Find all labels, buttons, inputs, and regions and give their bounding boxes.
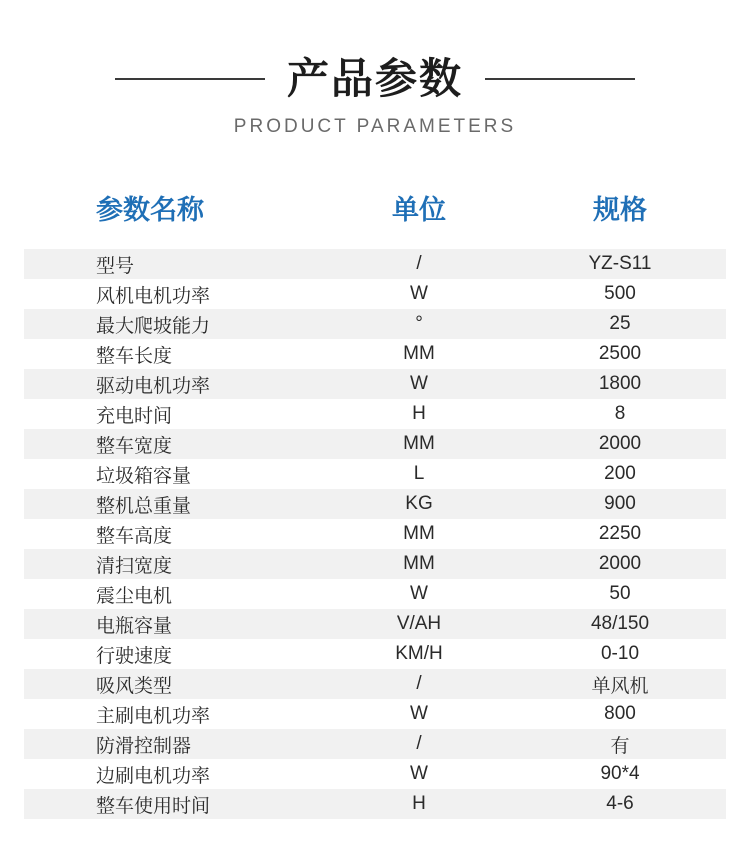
cell-parameter-name: 清扫宽度 — [96, 555, 173, 577]
table-row — [24, 519, 726, 549]
cell-spec: 有 — [610, 735, 630, 757]
table-header — [24, 182, 726, 249]
cell-spec: 2250 — [598, 523, 642, 545]
table-row — [24, 279, 726, 309]
page-header — [0, 0, 750, 138]
table-row — [24, 789, 726, 819]
cell-unit: MM — [403, 433, 435, 455]
table-row — [24, 249, 726, 279]
cell-unit: / — [416, 673, 422, 695]
cell-parameter-name: 整车宽度 — [96, 435, 173, 457]
cell-spec: 4-6 — [606, 793, 634, 815]
table-row — [24, 399, 726, 429]
cell-spec: 800 — [604, 703, 636, 725]
cell-spec: 25 — [609, 313, 631, 335]
cell-parameter-name: 主刷电机功率 — [96, 705, 211, 727]
cell-parameter-name: 整机总重量 — [96, 495, 192, 517]
cell-spec: 8 — [614, 403, 626, 425]
table-row — [24, 489, 726, 519]
cell-spec: 500 — [604, 283, 636, 305]
table-row — [24, 549, 726, 579]
cell-parameter-name: 整车高度 — [96, 525, 173, 547]
cell-spec: 200 — [604, 463, 636, 485]
cell-unit: H — [412, 403, 426, 425]
cell-unit: W — [410, 373, 428, 395]
column-header-name: 参数名称 — [96, 195, 204, 226]
cell-spec: 单风机 — [591, 675, 649, 697]
cell-unit: L — [413, 463, 425, 485]
cell-spec: 2000 — [598, 553, 642, 575]
cell-unit: MM — [403, 523, 435, 545]
table-row — [24, 429, 726, 459]
cell-parameter-name: 风机电机功率 — [96, 285, 211, 307]
page-subtitle: PRODUCT PARAMETERS — [233, 116, 517, 138]
title-rule-right — [485, 78, 635, 80]
table-row — [24, 339, 726, 369]
cell-parameter-name: 最大爬坡能力 — [96, 315, 211, 337]
cell-parameter-name: 防滑控制器 — [96, 735, 192, 757]
cell-spec: 48/150 — [590, 613, 650, 635]
cell-spec: 900 — [604, 493, 636, 515]
cell-parameter-name: 充电时间 — [96, 405, 173, 427]
cell-parameter-name: 震尘电机 — [96, 585, 173, 607]
column-header-spec: 规格 — [593, 195, 647, 226]
cell-spec: 50 — [609, 583, 631, 605]
cell-unit: V/AH — [396, 613, 442, 635]
table-row — [24, 699, 726, 729]
table-row — [24, 639, 726, 669]
cell-spec: 0-10 — [600, 643, 640, 665]
table-row — [24, 369, 726, 399]
cell-unit: W — [410, 583, 428, 605]
cell-unit: MM — [403, 553, 435, 575]
cell-parameter-name: 驱动电机功率 — [96, 375, 211, 397]
cell-unit: W — [410, 283, 428, 305]
cell-spec: YZ-S11 — [588, 253, 652, 275]
table-row — [24, 579, 726, 609]
table-row — [24, 609, 726, 639]
table-body — [24, 249, 726, 819]
cell-parameter-name: 行驶速度 — [96, 645, 173, 667]
cell-parameter-name: 边刷电机功率 — [96, 765, 211, 787]
table-row — [24, 309, 726, 339]
cell-parameter-name: 整车使用时间 — [96, 795, 211, 817]
cell-spec: 2000 — [598, 433, 642, 455]
cell-unit: W — [410, 763, 428, 785]
cell-unit: W — [410, 703, 428, 725]
cell-parameter-name: 吸风类型 — [96, 675, 173, 697]
table-header-row — [24, 182, 726, 249]
cell-spec: 1800 — [598, 373, 642, 395]
cell-unit: H — [412, 793, 426, 815]
page-title: 产品参数 — [286, 55, 463, 102]
cell-parameter-name: 整车长度 — [96, 345, 173, 367]
table-row — [24, 669, 726, 699]
cell-parameter-name: 型号 — [96, 255, 135, 277]
table-row — [24, 759, 726, 789]
cell-unit: / — [416, 253, 422, 275]
parameters-table — [24, 182, 726, 819]
cell-unit: MM — [403, 343, 435, 365]
title-rule-left — [115, 78, 265, 80]
cell-unit: ° — [415, 313, 423, 335]
column-header-unit: 单位 — [392, 195, 446, 226]
cell-spec: 2500 — [598, 343, 642, 365]
cell-parameter-name: 垃圾箱容量 — [96, 465, 192, 487]
title-row — [0, 56, 750, 102]
cell-unit: KG — [405, 493, 433, 515]
cell-unit: KM/H — [395, 643, 443, 665]
parameters-table-wrap — [24, 182, 726, 819]
cell-unit: / — [416, 733, 422, 755]
table-row — [24, 459, 726, 489]
cell-spec: 90*4 — [600, 763, 640, 785]
table-row — [24, 729, 726, 759]
cell-parameter-name: 电瓶容量 — [96, 615, 173, 637]
